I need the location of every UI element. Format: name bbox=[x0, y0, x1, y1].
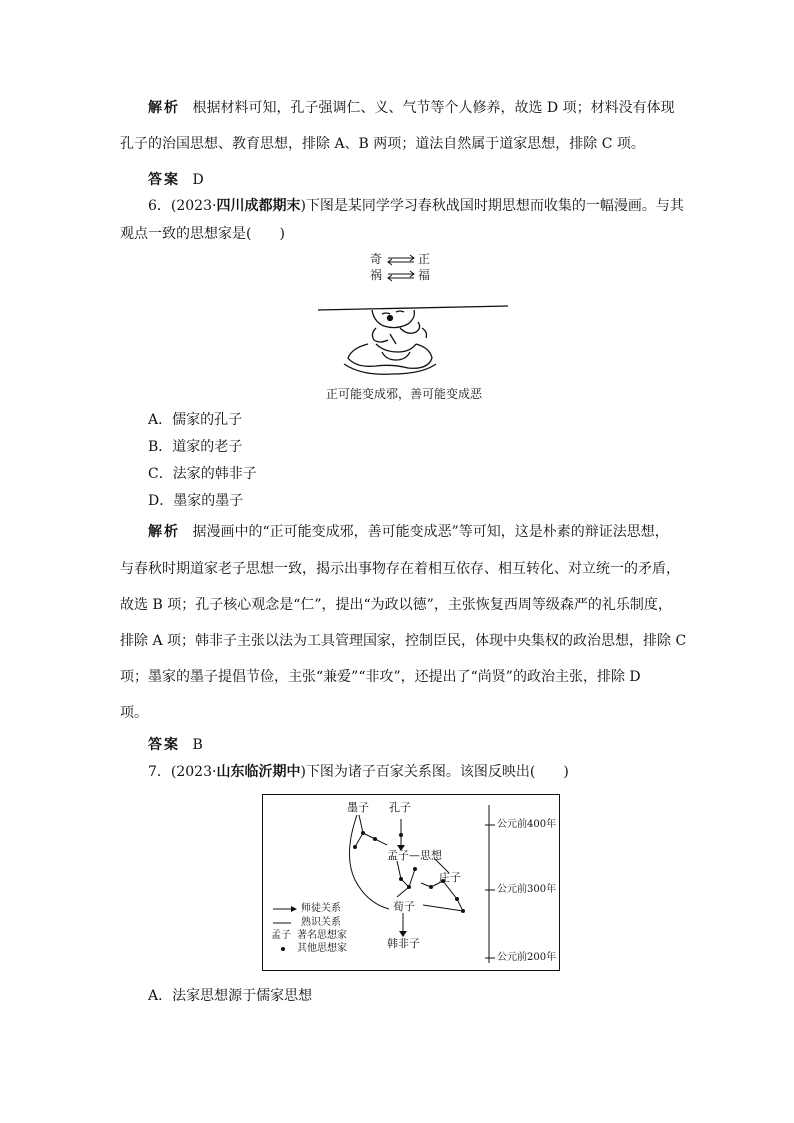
question-7-option-a[interactable]: A．法家思想源于儒家思想 bbox=[148, 988, 313, 1004]
schools-relationship-diagram bbox=[262, 794, 560, 971]
question-6-source: 四川成都期末 bbox=[216, 198, 301, 214]
question-7-stem bbox=[148, 762, 569, 782]
cartoon-arrows bbox=[388, 255, 414, 281]
cartoon-drawing bbox=[312, 248, 512, 404]
cartoon-label-qi: 奇 bbox=[370, 252, 383, 266]
cartoon-line bbox=[318, 306, 508, 310]
cartoon-label-fu: 福 bbox=[418, 268, 431, 282]
answer-line bbox=[148, 170, 204, 190]
timeline-400bc: 公元前400年 bbox=[497, 819, 557, 830]
question-6-analysis-line-2: 与春秋时期道家老子思想一致，揭示出事物存在着相互依存、相互转化、对立统一的矛盾， bbox=[120, 561, 680, 577]
analysis-text: 根据材料可知，孔子强调仁、义、气节等个人修养，故选 D 项；材料没有体现 bbox=[192, 100, 675, 116]
cartoon-label-huo: 祸 bbox=[370, 268, 383, 282]
analysis-label: 解析 bbox=[148, 100, 180, 116]
cartoon-label-zheng: 正 bbox=[418, 252, 431, 266]
question-6-option-d[interactable]: D．墨家的墨子 bbox=[148, 493, 244, 509]
question-6-stem-2: 观点一致的思想家是( ) bbox=[120, 226, 285, 242]
question-6-number: 6．(2023· bbox=[148, 198, 217, 214]
legend-famous-thinker: 著名思想家 bbox=[297, 930, 347, 941]
cartoon-person bbox=[344, 310, 436, 374]
analysis-line-2: 孔子的治国思想、教育思想，排除 A、B 两项；道法自然属于道家思想，排除 C 项。 bbox=[120, 136, 645, 152]
question-7-number: 7．(2023· bbox=[148, 764, 217, 780]
node-mengzi-zisi: 孟子—思想 bbox=[387, 849, 442, 862]
answer-label: 答案 bbox=[148, 172, 180, 188]
question-6-answer-value: B bbox=[192, 737, 203, 753]
question-6-analysis-line-4: 排除 A 项；韩非子主张以法为工具管理国家，控制臣民，体现中央集权的政治思想，排除 C bbox=[120, 633, 687, 649]
question-6-answer-label: 答案 bbox=[148, 737, 180, 753]
legend-other-thinker: 其他思想家 bbox=[297, 943, 347, 954]
node-kongzi: 孔子 bbox=[389, 801, 411, 814]
timeline-300bc: 公元前300年 bbox=[497, 884, 557, 895]
legend-acquaintance: 熟识关系 bbox=[301, 917, 341, 928]
cartoon-caption: 正可能变成邪，善可能变成恶 bbox=[326, 387, 483, 401]
question-6-analysis-line-3: 故选 B 项；孔子核心观念是“仁”，提出“为政以德”，主张恢复西周等级森严的礼乐制度， bbox=[120, 597, 672, 613]
legend-teacher-student: 师徒关系 bbox=[301, 903, 341, 914]
node-hanfeizi: 韩非子 bbox=[387, 937, 420, 950]
question-6-option-b[interactable]: B．道家的老子 bbox=[148, 439, 243, 455]
question-6-stem-1 bbox=[148, 196, 684, 216]
question-6-analysis-label: 解析 bbox=[148, 524, 180, 540]
question-7-source: 山东临沂期中 bbox=[216, 764, 301, 780]
analysis-line-1 bbox=[148, 98, 675, 118]
question-6-answer-line bbox=[148, 735, 203, 755]
question-6-option-a[interactable]: A．儒家的孔子 bbox=[148, 412, 243, 428]
timeline-200bc: 公元前200年 bbox=[497, 952, 557, 963]
question-6-analysis-line-1 bbox=[148, 522, 669, 542]
answer-value: D bbox=[192, 172, 204, 188]
cartoon-figure bbox=[312, 248, 512, 404]
legend-famous-sample: 孟子 bbox=[271, 930, 291, 941]
node-mozi: 墨子 bbox=[347, 801, 369, 814]
node-zhuangzi: 庄子 bbox=[439, 871, 461, 884]
node-xunzi: 荀子 bbox=[393, 900, 415, 913]
question-6-text: )下图是某同学学习春秋战国时期思想而收集的一幅漫画。与其 bbox=[300, 198, 684, 214]
question-6-option-c[interactable]: C．法家的韩非子 bbox=[148, 466, 257, 482]
question-6-analysis-line-5: 项；墨家的墨子提倡节俭，主张“兼爱”“非攻”，还提出了“尚贤”的政治主张，排除 D bbox=[120, 669, 641, 685]
question-7-text: )下图为诸子百家关系图。该图反映出( ) bbox=[300, 764, 569, 780]
question-6-analysis-text: 据漫画中的“正可能变成邪，善可能变成恶”等可知，这是朴素的辩证法思想， bbox=[192, 524, 669, 540]
question-6-analysis-line-6: 项。 bbox=[120, 705, 148, 721]
